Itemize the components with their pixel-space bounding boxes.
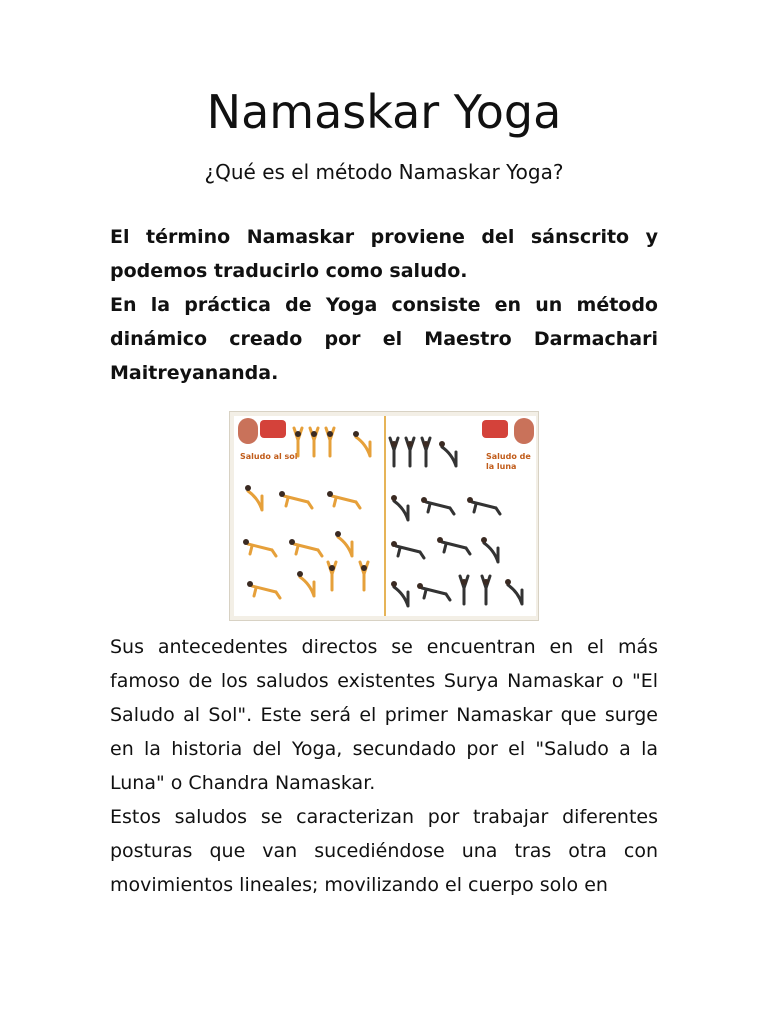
yoga-pose-figure: [467, 497, 500, 514]
page-subtitle: ¿Qué es el método Namaskar Yoga?: [204, 160, 564, 184]
sun-salutation-heading: Saludo al sol: [240, 452, 298, 461]
moon-salutation-panel: [386, 416, 536, 616]
yoga-pose-figure: [390, 438, 398, 466]
sun-salutation-poses: [234, 416, 384, 616]
yoga-pose-figure: [391, 541, 424, 558]
yoga-pose-figure: [326, 428, 334, 456]
moon-salutation-heading: Saludo de la luna: [486, 452, 531, 471]
yoga-pose-figure: [481, 537, 498, 562]
yoga-pose-figure: [289, 539, 322, 556]
yoga-pose-figure: [279, 491, 312, 508]
yoga-pose-figure: [247, 581, 280, 598]
intro-paragraph: En la práctica de Yoga consiste en un método dinámico creado por el Maestro Darmachari Maitreyananda.: [110, 294, 658, 384]
yoga-pose-figure: [327, 491, 360, 508]
yoga-pose-figure: [482, 576, 490, 604]
yoga-pose-figure: [439, 441, 456, 466]
yoga-pose-figure: [328, 562, 336, 590]
sun-salutation-panel: [234, 416, 387, 616]
yoga-pose-figure: [422, 438, 430, 466]
yoga-pose-figure: [391, 581, 408, 606]
yoga-pose-figure: [406, 438, 414, 466]
yoga-pose-figure: [310, 428, 318, 456]
yoga-pose-figure: [460, 576, 468, 604]
main-section: [110, 630, 658, 902]
moon-salutation-poses: [386, 416, 536, 616]
yoga-pose-figure: [353, 431, 370, 456]
yoga-pose-figure: [294, 428, 302, 456]
yoga-pose-figure: [391, 495, 408, 520]
yoga-pose-figure: [297, 571, 314, 596]
yoga-pose-figure: [243, 539, 276, 556]
yoga-pose-figure: [245, 485, 262, 510]
intro-paragraph: El término Namaskar proviene del sánscrito y podemos traducirlo como saludo.: [110, 226, 658, 282]
yoga-poses-figure: [229, 411, 539, 621]
yoga-pose-figure: [437, 537, 470, 554]
yoga-pose-figure: [335, 531, 352, 556]
yoga-pose-figure: [505, 579, 522, 604]
body-paragraph: Sus antecedentes directos se encuentran en el más famoso de los saludos existentes Surya Namaskar o "El Saludo al Sol". Este será el primer Namaskar que surge en la historia del Yoga, secundado por el "Saludo a la Luna" o Chandra Namaskar.: [110, 636, 658, 794]
yoga-pose-figure: [417, 583, 450, 600]
page-title: Namaskar Yoga: [206, 85, 562, 139]
yoga-pose-figure: [360, 562, 368, 590]
intro-section: [110, 220, 658, 390]
body-paragraph: Estos saludos se caracterizan por trabajar diferentes posturas que van sucediéndose una tras otra con movimientos lineales; movilizando el cuerpo solo en: [110, 806, 658, 896]
yoga-pose-figure: [421, 497, 454, 514]
